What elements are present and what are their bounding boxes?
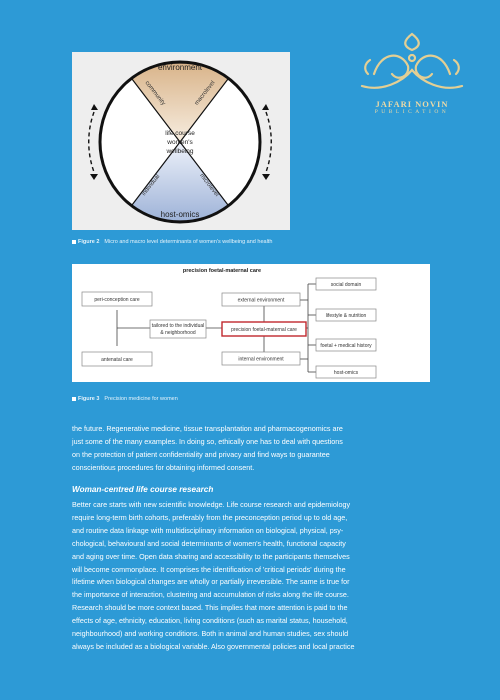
figure-2-caption-text: Micro and macro level determinants of women's wellbeing and health <box>104 239 273 245</box>
text-line: effects of age, ethnicity, education, living conditions (such as marital status, household, <box>72 616 348 626</box>
environment-label: environment <box>157 63 203 72</box>
host-omics-box: host-omics <box>333 370 359 376</box>
tailored-line-2: & neighborhood <box>160 330 196 336</box>
social-domain-box: social domain <box>330 282 362 288</box>
caption-bullet-icon <box>72 240 76 244</box>
text-line: the importance of interaction, clustering and accumulation of risks along the life course. <box>72 590 349 600</box>
figure-3-caption <box>72 396 178 402</box>
peri-conception-box: peri-conception care <box>94 297 140 303</box>
tailored-line-1: tailored to the individual <box>151 323 205 329</box>
microlevel-label: microlevel <box>198 172 220 198</box>
text-line: will become commonplace. It comprises the identification of 'critical periods' during the <box>72 564 346 574</box>
logo-title: JAFARI NOVIN <box>375 99 449 109</box>
fig3-title: precision foetal-maternal care <box>182 268 262 274</box>
text-line: on the protection of patient confidentiality and privacy and find ways to guarantee <box>72 449 330 459</box>
text-line: lifetime when biological changes are wholly or partially irreversible. The same is true for <box>72 577 350 587</box>
text-line: require long-term birth cohorts, preferably from the preconception period up to old age, <box>72 512 348 522</box>
paragraph-2 <box>72 499 380 654</box>
publisher-logo <box>352 30 472 118</box>
antenatal-box: antenatal care <box>101 357 133 363</box>
caption-bullet-icon <box>72 397 76 401</box>
figure-2-label: Figure 2 <box>78 239 100 245</box>
precision-care-box: precision foetal-maternal care <box>231 327 297 333</box>
section-heading: Woman-centred life course research <box>72 485 214 494</box>
text-line: always be included as a biological variable. Also governmental policies and local practice <box>72 641 355 651</box>
text-line: Better care starts with new scientific knowledge. Life course research and epidemiology <box>72 500 351 509</box>
text-line: conscientious procedures for obtaining informed consent. <box>72 462 255 472</box>
internal-environment-box: internal environment <box>238 356 284 363</box>
figure-3-caption-text: Precision medicine for women <box>104 396 178 402</box>
figure-3-label: Figure 3 <box>78 396 100 402</box>
center-line-3: wellbeing <box>166 148 194 155</box>
text-line: neighbourhood) and working conditions. Both in animal and human studies, sex should <box>72 629 349 639</box>
center-line-2: women's <box>167 139 193 146</box>
lifestyle-box: lifestyle & nutrition <box>325 313 367 319</box>
figure-3-diagram <box>72 264 430 382</box>
text-line: Research should be more context based. This implies that more attention is paid to the <box>72 603 348 613</box>
text-line: and aging over time. Open data sharing and accessibility to the participants themselves <box>72 551 350 561</box>
individual-label: individual <box>141 173 162 198</box>
external-environment-box: external environment <box>237 297 285 304</box>
text-line: and routine data linkage with multidisciplinary information on biological, physical, psy- <box>72 525 344 535</box>
text-line: the future. Regenerative medicine, tissue transplantation and pharmacogenomics are <box>72 424 343 433</box>
community-label: community <box>143 80 167 107</box>
text-line: chological, behavioural and social determinants of women's health, functional capacity <box>72 538 346 548</box>
figure-2-caption <box>72 239 272 245</box>
text-line: just some of the many examples. In doing so, ethically one has to deal with questions <box>72 436 343 446</box>
figure-2-diagram <box>72 52 290 230</box>
macrolevel-label: macrolevel <box>193 80 217 107</box>
logo-subtitle: PUBLICATION <box>374 109 450 115</box>
paragraph-1 <box>72 423 380 475</box>
center-line-1: life course <box>165 130 195 137</box>
foetal-history-box: foetal + medical history <box>320 343 372 349</box>
host-omics-label: host-omics <box>160 210 200 219</box>
